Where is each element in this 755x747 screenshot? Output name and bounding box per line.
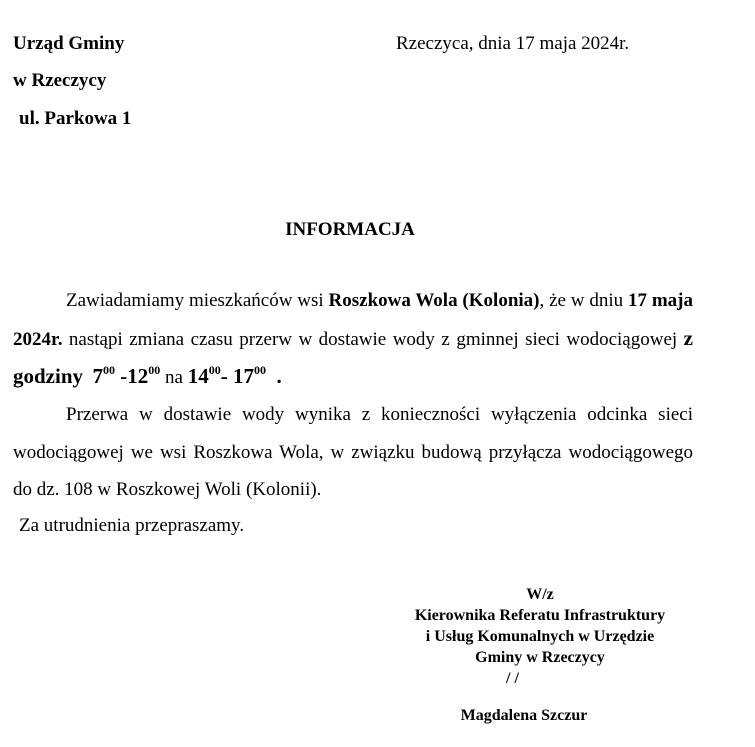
p1-rest: nastąpi zmiana czasu przerw w dostawie wody z gminnej sieci wodociągowej [62, 328, 684, 350]
p1-time2-minutes: 00 [148, 363, 161, 377]
p2-text: Przerwa w dostawie wody wynika z konieczności wyłączenia odcinka sieci wodociągowej we wsi Roszkowa Wola, w związku budową przyłącza wodociągowego do dz. 108 w Roszkowej Woli (Kolonii). [13, 404, 693, 500]
office-name-line1: Urząd Gminy [13, 33, 125, 54]
p1-time1-minutes: 00 [103, 363, 116, 377]
place-and-date: Rzeczyca, dnia 17 maja 2024r. [396, 33, 630, 54]
office-name-line2: w Rzeczycy [13, 70, 107, 91]
p1-time3-minutes: 00 [208, 363, 221, 377]
p1-na: na [160, 367, 188, 388]
p1-date: 17 maja 2024r. [13, 290, 693, 350]
office-address: ul. Parkowa 1 [19, 108, 132, 129]
signature-on-behalf: W/z [526, 586, 554, 603]
signature-block [390, 584, 690, 689]
p1-sep2: - [220, 364, 233, 388]
document-title: INFORMACJA [285, 219, 415, 240]
signatory-name: Magdalena Szczur [460, 707, 588, 724]
p1-intro: Zawiadamiamy mieszkańców wsi [66, 290, 329, 311]
signature-slashes: / / [506, 670, 519, 687]
p1-sep1: - [115, 364, 128, 388]
closing-apology: Za utrudnienia przepraszamy. [19, 515, 245, 536]
p1-end: . [265, 364, 282, 388]
signature-title-line1: Kierownika Referatu Infrastruktury [414, 607, 666, 624]
p1-time4-hour: 17 [232, 364, 254, 388]
p1-time3-hour: 14 [187, 364, 209, 388]
signature-title-line2: i Usług Komunalnych w Urzędzie [425, 628, 655, 645]
signature-title-line3: Gminy w Rzeczycy [475, 649, 605, 666]
p1-time1-hour: 7 [92, 364, 104, 388]
p1-village: Roszkowa Wola (Kolonia) [328, 290, 540, 311]
p1-time4-minutes: 00 [253, 363, 266, 377]
p1-mid: , że w dniu [539, 290, 628, 311]
p1-from-label: z godziny [13, 325, 693, 388]
p1-time2-hour: 12 [127, 364, 149, 388]
paragraph-announcement [13, 282, 693, 397]
paragraph-reason [13, 396, 693, 509]
